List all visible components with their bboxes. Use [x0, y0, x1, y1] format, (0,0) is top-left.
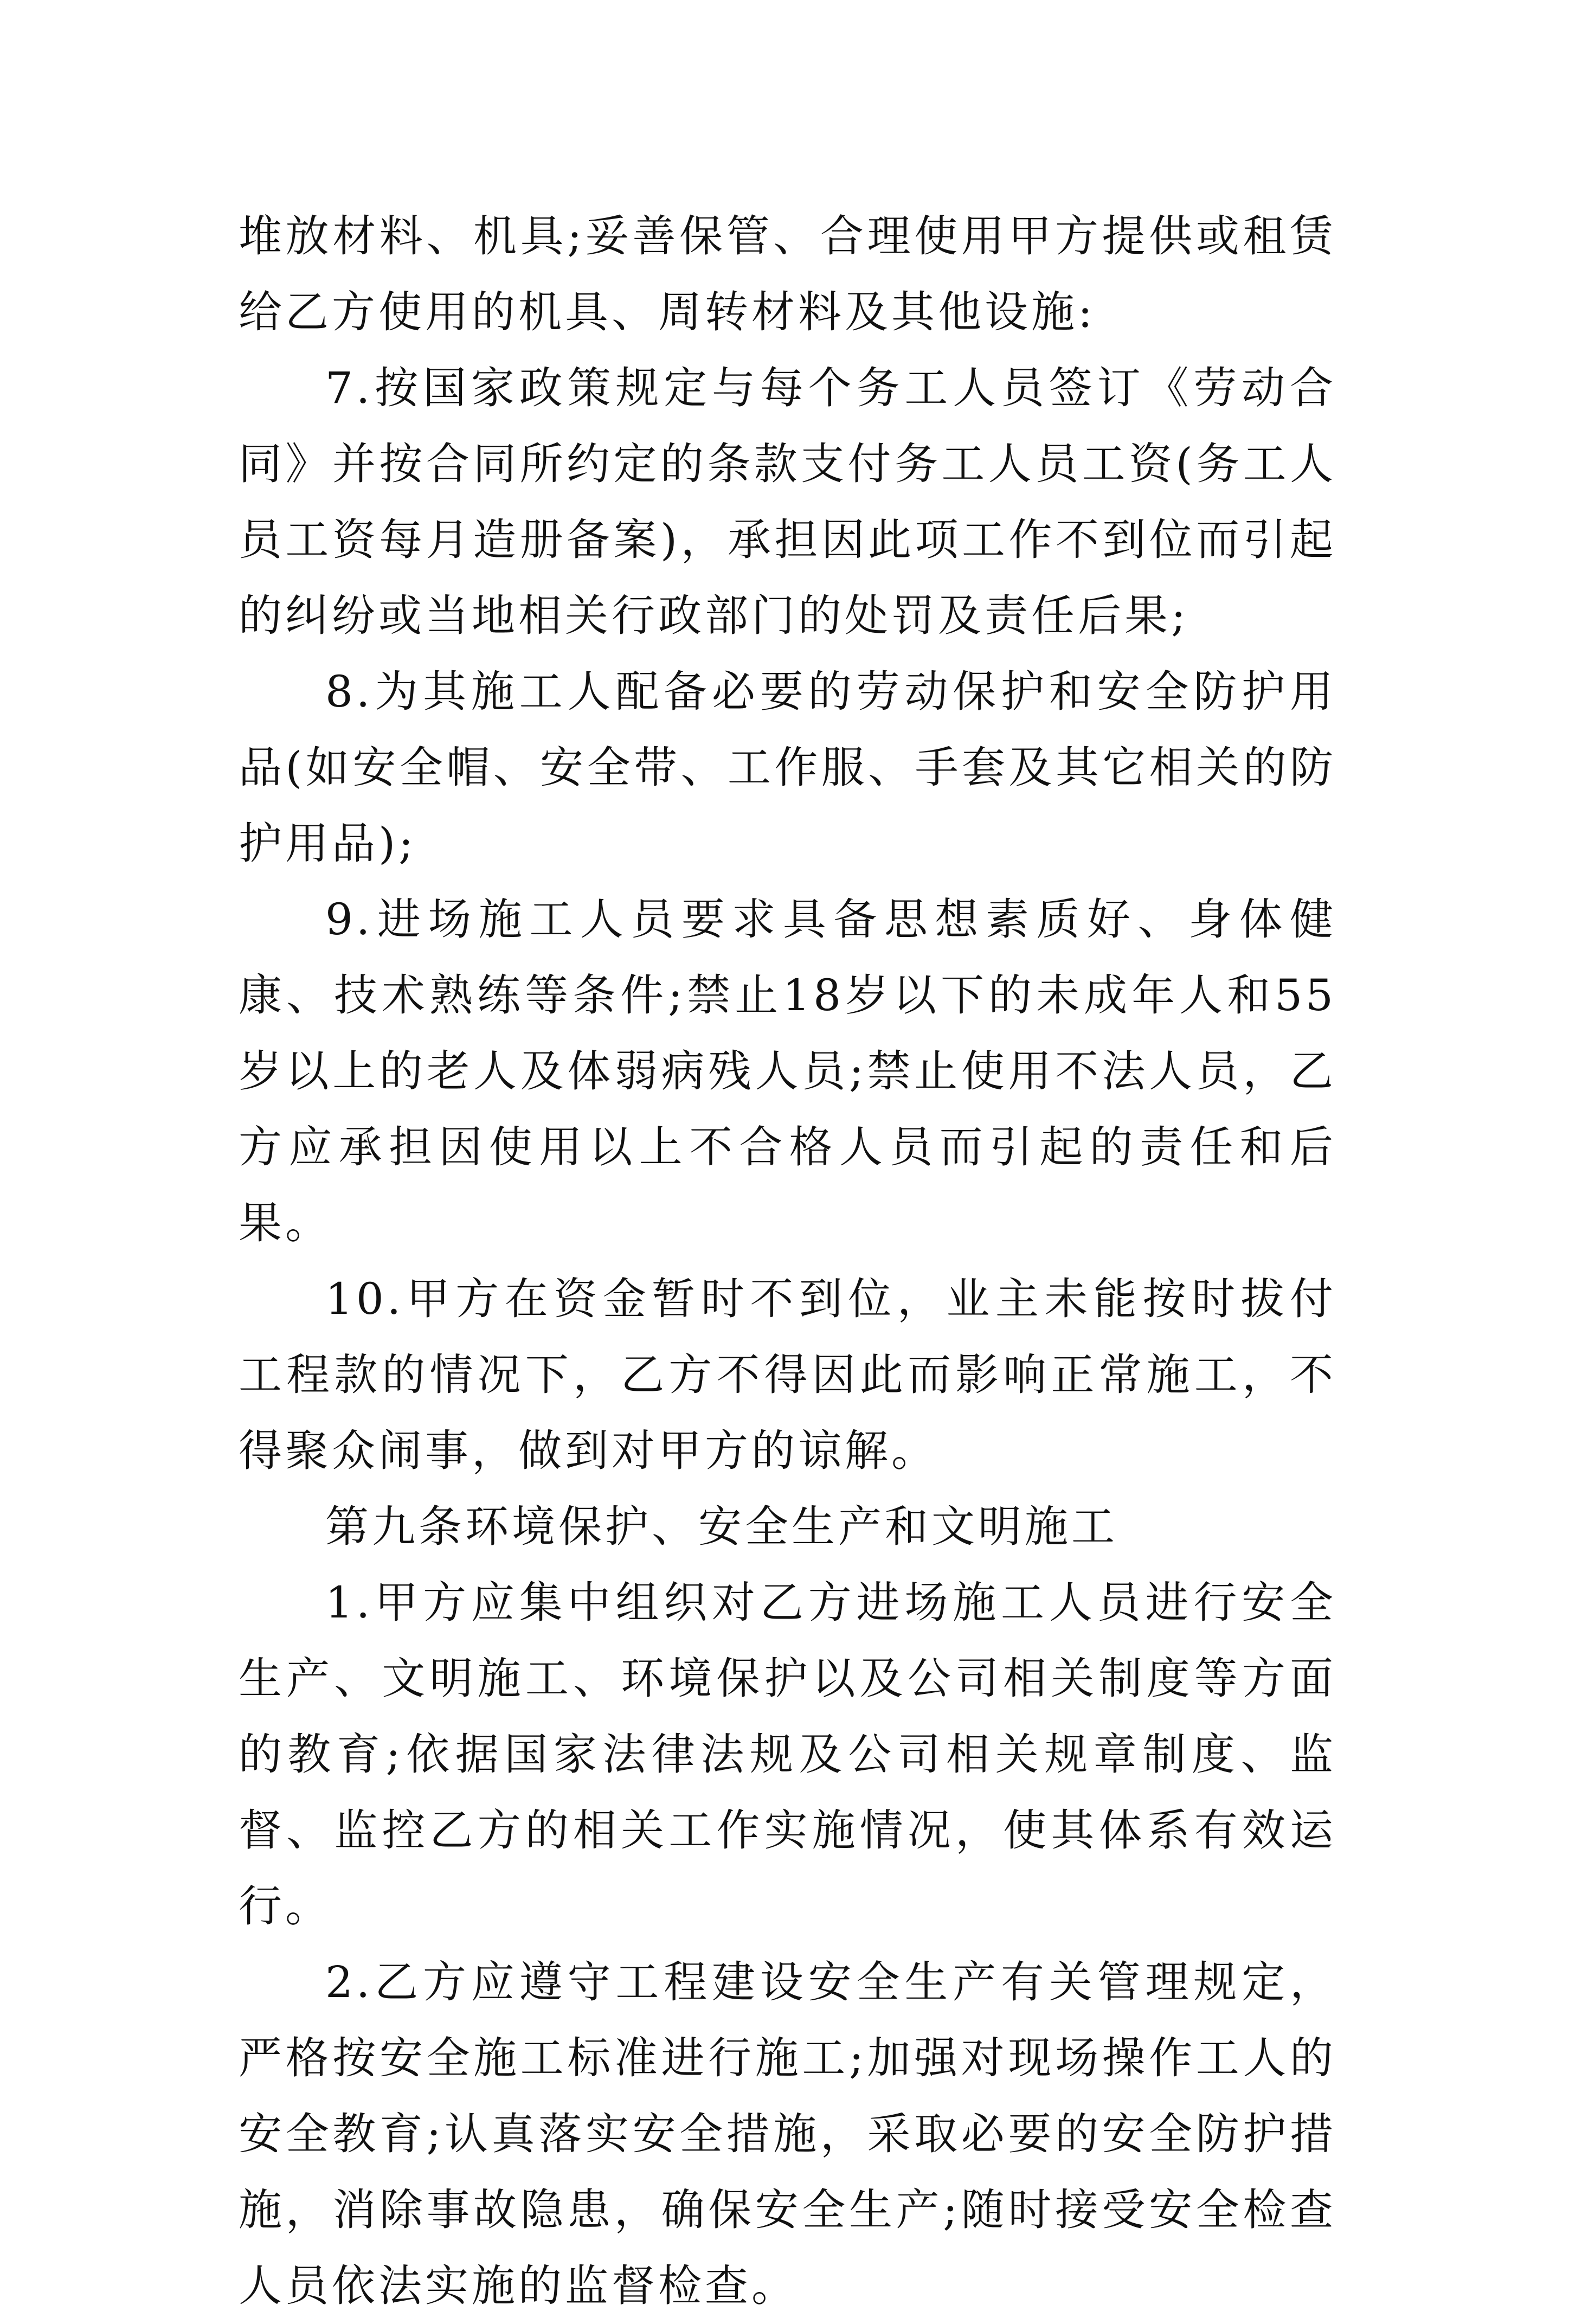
paragraph-item-9: 9.进场施工人员要求具备思想素质好、身体健康、技术熟练等条件;禁止18岁以下的未成年人和55岁以上的老人及体弱病残人员;禁止使用不法人员，乙方应承担因使用以上不合格人员而引起的责任和后果。	[239, 894, 1336, 1248]
paragraph-item-7: 7.按国家政策规定与每个务工人员签订《劳动合同》并按合同所约定的条款支付务工人员工资(务工人员工资每月造册备案)，承担因此项工作不到位而引起的纠纷或当地相关行政部门的处罚及责任后果;	[239, 363, 1336, 641]
paragraph-item-10: 10.甲方在资金暂时不到位，业主未能按时拔付工程款的情况下，乙方不得因此而影响正常施工，不得聚众闹事，做到对甲方的谅解。	[239, 1274, 1336, 1476]
section-heading-article-9: 第九条环境保护、安全生产和文明施工	[325, 1501, 1118, 1552]
paragraph-article-9-item-2: 2.乙方应遵守工程建设安全生产有关管理规定，严格按安全施工标准进行施工;加强对现场操作工人的安全教育;认真落实安全措施，采取必要的安全防护措施，消除事故隐患，确保安全生产;随时接受安全检查人员依法实施的监督检查。	[239, 1957, 1336, 2311]
paragraph-continuation: 堆放材料、机具;妥善保管、合理使用甲方提供或租赁给乙方使用的机具、周转材料及其他设施:	[239, 211, 1336, 337]
paragraph-item-8: 8.为其施工人配备必要的劳动保护和安全防护用品(如安全帽、安全带、工作服、手套及其它相关的防护用品);	[239, 666, 1336, 869]
document-body	[239, 198, 1336, 2324]
paragraph-article-9-item-1: 1.甲方应集中组织对乙方进场施工人员进行安全生产、文明施工、环境保护以及公司相关制度等方面的教育;依据国家法律法规及公司相关规章制度、监督、监控乙方的相关工作实施情况，使其体系有效运行。	[239, 1577, 1336, 1931]
